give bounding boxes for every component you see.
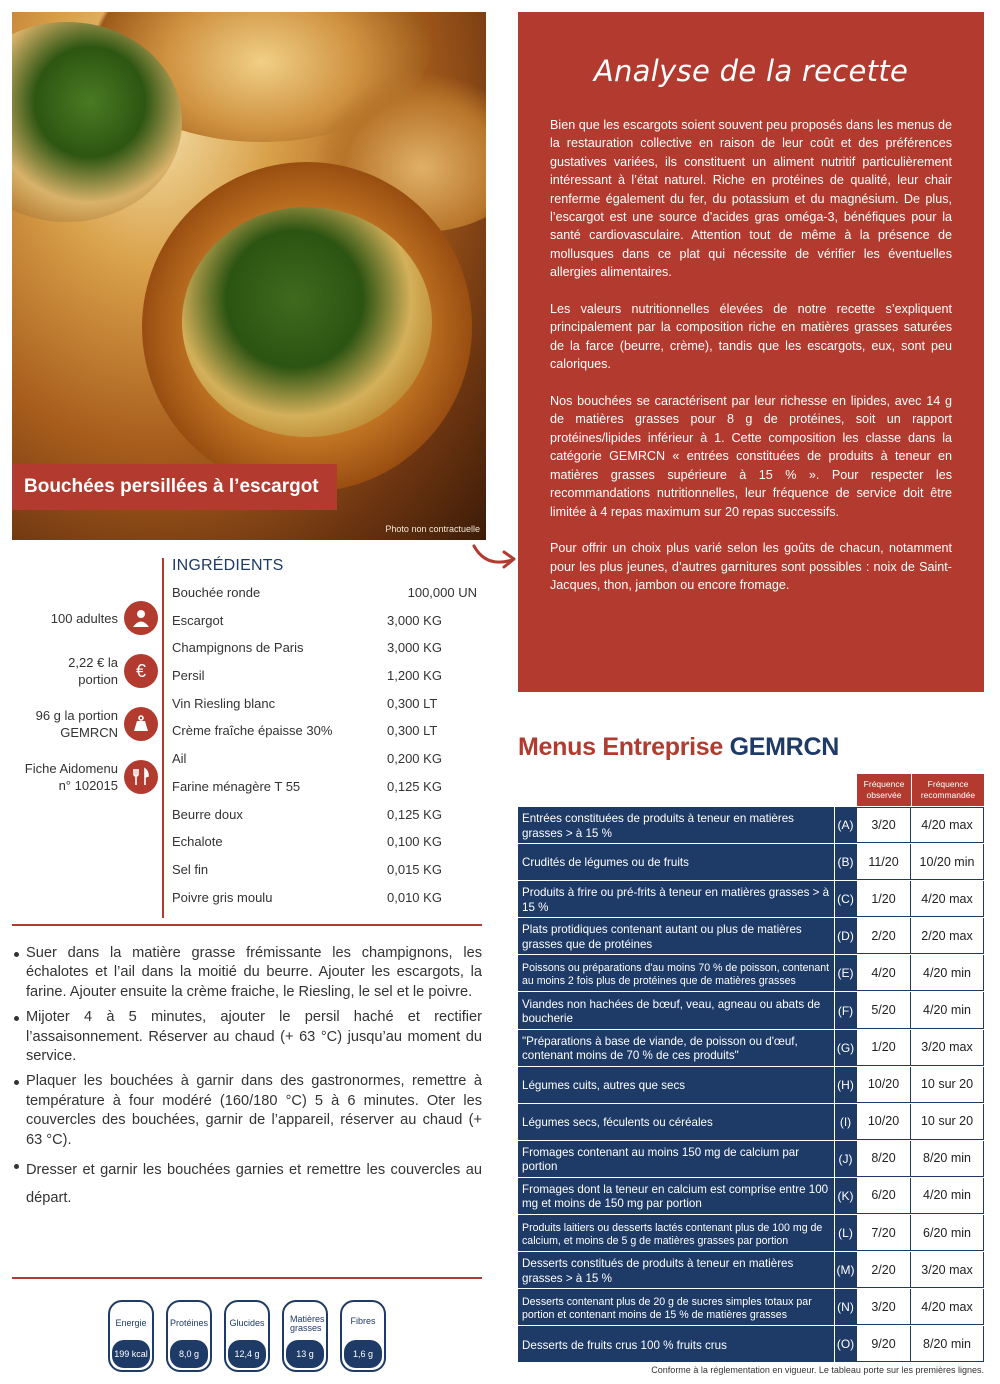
row-observed: 10/20 (856, 1067, 911, 1103)
table-row (518, 1288, 984, 1325)
row-code: (K) (834, 1178, 856, 1214)
ingredient-name: Poivre gris moulu (172, 889, 273, 905)
ingredient-row (172, 862, 477, 890)
nutrition-value: 13 g (286, 1340, 324, 1368)
row-code: (B) (834, 844, 856, 880)
ingredient-name: Bouchée ronde (172, 585, 261, 600)
nutrition-label: Matières grasses (290, 1314, 325, 1333)
row-recommended: 4/20 min (911, 1178, 984, 1214)
nutrition-label: Fibres (350, 1316, 376, 1326)
analysis-title: Analyse de la recette (593, 54, 909, 88)
preparation-steps (12, 944, 482, 1218)
row-observed: 9/20 (856, 1326, 911, 1362)
table-row (518, 1029, 984, 1066)
analysis-panel (518, 12, 984, 692)
ingredients-title: INGRÉDIENTS (172, 557, 284, 574)
row-recommended: 10/20 min (911, 844, 984, 880)
row-observed: 6/20 (856, 1178, 911, 1214)
fiche-info (8, 760, 158, 794)
row-label: Desserts de fruits crus 100 % fruits crus (518, 1326, 834, 1362)
row-code: (J) (834, 1141, 856, 1177)
row-observed: 7/20 (856, 1215, 911, 1251)
row-code: (I) (834, 1104, 856, 1140)
ingredient-qty: 0,125 KG (387, 778, 442, 794)
analysis-text (550, 116, 952, 613)
servings-info (8, 601, 158, 635)
ingredient-name: Crème fraîche épaisse 30% (172, 723, 333, 739)
table-note: Conforme à la réglementation en vigueur. Le tableau porte sur les premières lignes. (651, 1365, 984, 1375)
recipe-title: Bouchées persillées à l’escargot (12, 464, 337, 510)
table-header (518, 774, 984, 806)
section-divider (12, 924, 482, 926)
row-label: Entrées constituées de produits à teneur en matières grasses > à 15 % (518, 807, 834, 843)
nutrition-proteines (166, 1300, 212, 1372)
ingredient-qty: 0,010 KG (387, 889, 442, 905)
nutrition-label: Energie (115, 1318, 147, 1328)
ingredient-qty: 3,000 KG (387, 640, 442, 656)
table-row (518, 917, 984, 954)
row-code: (C) (834, 881, 856, 917)
person-icon (124, 601, 158, 635)
table-body (518, 806, 984, 1362)
row-label: Plats protidiques contenant autant ou plus de matières grasses que de protéines (518, 918, 834, 954)
ingredient-qty: 3,000 KG (387, 612, 442, 628)
nutrition-value: 12,4 g (228, 1340, 266, 1368)
row-label: Légumes secs, féculents ou céréales (518, 1104, 834, 1140)
ingredient-name: Ail (172, 751, 187, 767)
ingredient-row (172, 834, 477, 862)
ingredient-name: Escargot (172, 612, 224, 628)
row-label: Crudités de légumes ou de fruits (518, 844, 834, 880)
ingredient-row (172, 779, 477, 807)
row-code: (N) (834, 1289, 856, 1325)
price-label-line2: portion (78, 672, 118, 687)
ingredient-row (172, 890, 477, 918)
row-code: (O) (834, 1326, 856, 1362)
step-item: Plaquer les bouchées à garnir dans des gastronormes, remettre à température à four modéré (160/180 °C) 5 à 6 minutes. Oter les couvercles des bouchées, garnir de l’appareil, réserver au chaud (+ 63 °C). (12, 1072, 482, 1150)
menus-title-blue: GEMRCN (729, 733, 839, 761)
price-info (8, 654, 158, 688)
ingredient-row (172, 723, 477, 751)
row-recommended: 4/20 min (911, 992, 984, 1028)
ingredient-qty: 0,100 KG (387, 834, 442, 850)
menus-title (518, 733, 839, 762)
ingredient-qty: 1,200 KG (387, 668, 442, 684)
row-observed: 2/20 (856, 1252, 911, 1288)
row-code: (M) (834, 1252, 856, 1288)
table-row (518, 1214, 984, 1251)
ingredient-qty: 0,300 LT (387, 695, 438, 711)
row-recommended: 4/20 max (911, 1289, 984, 1325)
row-recommended: 6/20 min (911, 1215, 984, 1251)
table-row (518, 991, 984, 1028)
nutrition-value: 8,0 g (170, 1340, 208, 1368)
ingredient-qty: 0,015 KG (387, 861, 442, 877)
row-recommended: 8/20 min (911, 1326, 984, 1362)
row-label: Fromages dont la teneur en calcium est comprise entre 100 mg et moins de 150 mg par portion (518, 1178, 834, 1214)
ingredient-qty: 0,200 KG (387, 751, 442, 767)
row-observed: 8/20 (856, 1141, 911, 1177)
row-label: Légumes cuits, autres que secs (518, 1067, 834, 1103)
row-label: Poissons ou préparations d'au moins 70 % de poisson, contenant au moins 2 fois plus de protéines que de matières grasses (518, 955, 834, 991)
table-row (518, 880, 984, 917)
row-recommended: 3/20 max (911, 1030, 984, 1066)
gemrcn-table (518, 774, 984, 1362)
row-recommended: 10 sur 20 (911, 1067, 984, 1103)
row-observed: 10/20 (856, 1104, 911, 1140)
step-item: Dresser et garnir les bouchées garnies et remettre les couvercles au départ. (12, 1156, 482, 1212)
nutrition-label: Protéines (169, 1318, 209, 1328)
ingredients-list (172, 585, 477, 917)
nutrition-label: Glucides (229, 1318, 265, 1328)
ingredient-row (172, 696, 477, 724)
arrow-icon (472, 540, 520, 574)
row-code: (G) (834, 1030, 856, 1066)
scale-icon (124, 707, 158, 741)
ingredient-qty: 0,125 KG (387, 806, 442, 822)
row-observed: 3/20 (856, 1289, 911, 1325)
row-label: Desserts constitués de produits à teneur en matières grasses > à 15 % (518, 1252, 834, 1288)
table-row (518, 1066, 984, 1103)
fiche-label-line1: Fiche Aidomenu (24, 761, 118, 776)
ingredient-name: Farine ménagère T 55 (172, 778, 301, 794)
ingredient-qty: 100,000 UN (407, 585, 477, 600)
row-observed: 3/20 (856, 807, 911, 843)
ingredient-row (172, 668, 477, 696)
row-label: Produits laitiers ou desserts lactés contenant plus de 100 mg de calcium, et moins de 5 g de matières grasses par portion (518, 1215, 834, 1251)
row-code: (H) (834, 1067, 856, 1103)
ingredient-row (172, 807, 477, 835)
section-divider (12, 1277, 482, 1279)
ingredient-name: Persil (172, 668, 205, 684)
nutrition-matieres-grasses (282, 1300, 328, 1372)
table-row (518, 1140, 984, 1177)
row-observed: 1/20 (856, 881, 911, 917)
table-row (518, 954, 984, 991)
portion-label-line1: 96 g la portion (35, 708, 118, 723)
row-label: "Préparations à base de viande, de poisson ou d'œuf, contenant moins de 70 % de ces produits" (518, 1030, 834, 1066)
nutrition-energie (108, 1300, 154, 1372)
analysis-paragraph: Nos bouchées se caractérisent par leur richesse en lipides, avec 14 g de matières grasses pour 8 g de protéines, soit un rapport protéines/lipides inférieur à 1. Cette composition les classe dans la catégorie GEMRCN « entrées constituées de produits à teneur en matières grasses supérieure à 15 % ». Pour respecter les recommandations nutritionnelles, leur fréquence de service doit être limitée à 4 repas maximum sur 20 repas successifs. (550, 394, 952, 519)
row-observed: 1/20 (856, 1030, 911, 1066)
table-row (518, 843, 984, 880)
step-item: Suer dans la matière grasse frémissante les champignons, les échalotes et l’ail dans la moitié du beurre. Ajouter les escargots, la farine. Ajouter ensuite la crème fraiche, le Riesling, le sel et le poivre. (12, 944, 482, 1002)
ingredient-qty: 0,300 LT (387, 723, 438, 739)
step-item: Mijoter 4 à 5 minutes, ajouter le persil haché et rectifier l’assaisonnement. Réserver au chaud (+ 63 °C) jusqu’au moment du service. (12, 1008, 482, 1066)
row-code: (F) (834, 992, 856, 1028)
ingredient-row (172, 585, 477, 613)
row-recommended: 4/20 min (911, 955, 984, 991)
row-recommended: 8/20 min (911, 1141, 984, 1177)
row-code: (L) (834, 1215, 856, 1251)
ingredient-name: Champignons de Paris (172, 640, 304, 656)
row-observed: 5/20 (856, 992, 911, 1028)
ingredient-name: Sel fin (172, 861, 209, 877)
table-row (518, 1251, 984, 1288)
row-recommended: 2/20 max (911, 918, 984, 954)
nutrition-fibres (340, 1300, 386, 1372)
analysis-paragraph: Pour offrir un choix plus varié selon les goûts de chacun, notamment pour les plus jeunes, d’autres garnitures sont possibles : noix de Saint-Jacques, thon, jambon ou encore fromage. (550, 541, 952, 593)
ingredients-divider (162, 558, 164, 918)
ingredient-name: Vin Riesling blanc (172, 695, 276, 711)
table-row (518, 806, 984, 843)
table-row (518, 1177, 984, 1214)
row-label: Desserts contenant plus de 20 g de sucres simples totaux par portion et contenant moins de 15 % de matières grasses (518, 1289, 834, 1325)
portion-label-line2: GEMRCN (60, 725, 118, 740)
row-recommended: 4/20 max (911, 807, 984, 843)
ingredient-name: Beurre doux (172, 806, 243, 822)
euro-icon: € (124, 654, 158, 688)
analysis-paragraph: Bien que les escargots soient souvent peu proposés dans les menus de la restauration collective en raison de leur coût et des préférences gustatives variées, ils constituent un aliment nutritif particulièrement intéressant à l’état naturel. Riche en protéines de qualité, leur chair renferme également du fer, du potassium et du magnésium. De plus, l’escargot est une source d’acides gras oméga-3, bénéfiques pour la santé cardiovasculaire. Attention tout de même à la présence de mollusques dans ce plat qui nécessite de vérifier les éventuelles allergies alimentaires. (550, 118, 952, 280)
photo-note: Photo non contractuelle (385, 524, 480, 534)
ingredient-row (172, 613, 477, 641)
col-observed-header: Fréquence observée (857, 774, 911, 806)
col-recommended-header: Fréquence recommandée (912, 774, 984, 806)
row-code: (A) (834, 807, 856, 843)
cutlery-icon (124, 760, 158, 794)
price-label-line1: 2,22 € la (68, 655, 118, 670)
recipe-photo (12, 12, 486, 540)
analysis-paragraph: Les valeurs nutritionnelles élevées de notre recette s’expliquent principalement par la composition riche en matières grasses saturées de la farce (beurre, crème), tandis que les escargots, eux, sont peu caloriques. (550, 302, 952, 372)
row-observed: 2/20 (856, 918, 911, 954)
menus-title-red: Menus Entreprise (518, 733, 723, 761)
table-row (518, 1325, 984, 1362)
portion-info (8, 707, 158, 741)
row-label: Produits à frire ou pré-frits à teneur en matières grasses > à 15 % (518, 881, 834, 917)
ingredient-row (172, 640, 477, 668)
ingredient-row (172, 751, 477, 779)
servings-label: 100 adultes (50, 610, 118, 626)
row-observed: 4/20 (856, 955, 911, 991)
row-code: (D) (834, 918, 856, 954)
row-label: Fromages contenant au moins 150 mg de calcium par portion (518, 1141, 834, 1177)
row-code: (E) (834, 955, 856, 991)
nutrition-value: 199 kcal (112, 1340, 150, 1368)
fiche-label-line2: n° 102015 (58, 778, 118, 793)
nutrition-value: 1,6 g (344, 1340, 382, 1368)
row-observed: 11/20 (856, 844, 911, 880)
row-recommended: 3/20 max (911, 1252, 984, 1288)
row-label: Viandes non hachées de bœuf, veau, agneau ou abats de boucherie (518, 992, 834, 1028)
table-row (518, 1103, 984, 1140)
row-recommended: 4/20 max (911, 881, 984, 917)
ingredient-name: Echalote (172, 834, 223, 850)
nutrition-glucides (224, 1300, 270, 1372)
row-recommended: 10 sur 20 (911, 1104, 984, 1140)
